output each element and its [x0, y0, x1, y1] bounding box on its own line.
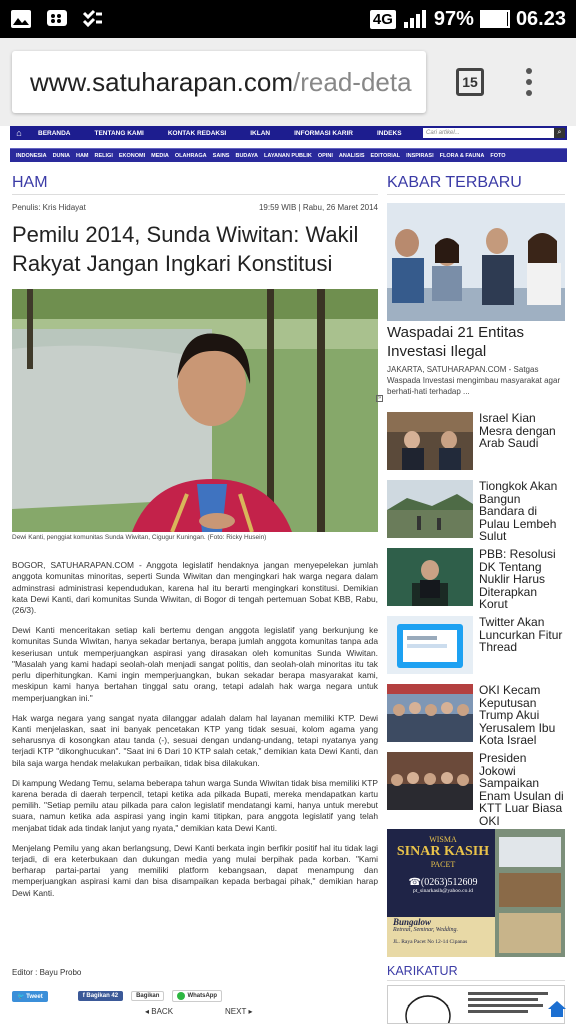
article-headline: Pemilu 2014, Sunda Wiwitan: Wakil Rakyat Jangan Ingkari Konstitusi	[12, 222, 359, 276]
category-media[interactable]: MEDIA	[151, 152, 169, 159]
sidebar-title: KABAR TERBARU	[387, 174, 522, 191]
url-bar[interactable]	[12, 51, 426, 113]
category-layanan-publik[interactable]: LAYANAN PUBLIK	[264, 152, 312, 159]
main-nav	[10, 126, 567, 140]
facebook-share-button[interactable]: f Bagikan 42	[78, 991, 123, 1001]
category-analisis[interactable]: ANALISIS	[338, 152, 365, 159]
signal-icon	[402, 9, 428, 29]
whatsapp-icon	[177, 992, 185, 1000]
article-paragraph: BOGOR, SATUHARAPAN.COM - Anggota legislatif hendaknya jangan menyepelekan jumlah anggota komunitas minoritas, seperti Sunda Wiwitan dan mengingkari hak warga negara dalam adminstrasi administrasi kependudukan, karena hal itu berarti mengingkari konstitusi. Demikian kata Dewi Kanti, dari komunitas Sunda Wiwitan, di Bogor di tengah pertemuan Sobat KBB, Rabu, (26/3).	[12, 560, 378, 616]
list-item[interactable]	[387, 548, 565, 616]
blackberry-messenger-icon	[46, 9, 68, 29]
share-bar	[12, 990, 222, 1002]
category-ham[interactable]: HAM	[75, 152, 89, 159]
category-budaya[interactable]: BUDAYA	[235, 152, 258, 159]
gallery-icon	[10, 9, 32, 29]
facebook-icon: f	[82, 993, 85, 999]
divider	[12, 194, 378, 195]
news-title[interactable]: PBB: Resolusi DK Tentang Nuklir Harus Diterapkan Korut	[479, 547, 556, 611]
list-item[interactable]	[387, 616, 565, 684]
list-item[interactable]	[387, 480, 565, 548]
ad-phone: ☎(0263)512609	[408, 877, 478, 888]
article-paragraph: Menjelang Pemilu yang akan berlangsung, Dewi Kanti berkata ingin berfikir positif hal itu tidak lagi terjadi, di era keterbukaan dan dukungan media yang mulai berpihak pada korban. "Kami berharap partai-partai yang memiliki platform kebangsaan, dapat menampung dan memperjuangkan aspirasi kami dan bisa disampaikan kepada berbagai pihak," demikian harap Dewi Kanti.	[12, 842, 378, 898]
category-editorial[interactable]: EDITORIAL	[370, 152, 401, 159]
whatsapp-share-button[interactable]: WhatsApp	[172, 990, 222, 1002]
overflow-menu-icon[interactable]	[526, 68, 532, 96]
category-foto[interactable]: FOTO	[490, 152, 506, 159]
category-ekonomi[interactable]: EKONOMI	[118, 152, 146, 159]
browser-toolbar	[0, 38, 576, 126]
battery-icon	[480, 10, 510, 28]
tab-switcher-button[interactable]: 15	[456, 68, 484, 96]
list-item[interactable]	[387, 684, 565, 752]
karikatur-title: KARIKATUR	[387, 964, 458, 978]
category-nav	[10, 148, 567, 162]
category-opini[interactable]: OPINI	[317, 152, 333, 159]
status-bar	[0, 0, 576, 38]
nav-item-iklan[interactable]: IKLAN	[250, 129, 271, 137]
news-title[interactable]: Twitter Akan Luncurkan Fitur Thread	[479, 615, 563, 654]
publish-datetime: 19:59 WIB | Rabu, 26 Maret 2014	[258, 203, 378, 212]
ad-line2: SINAR KASIH	[396, 844, 490, 859]
author: Penulis: Kris Hidayat	[12, 203, 86, 212]
feature-thumbnail[interactable]	[387, 203, 565, 321]
next-link[interactable]: NEXT ▸	[225, 1007, 253, 1016]
tweet-button[interactable]: 🐦 Tweet	[12, 991, 48, 1002]
advertisement-banner[interactable]	[387, 829, 565, 957]
feature-title[interactable]: Waspadai 21 Entitas Investasi Ilegal	[387, 324, 525, 360]
nav-item-indeks[interactable]: INDEKS	[376, 129, 402, 137]
news-list	[387, 411, 565, 828]
news-title[interactable]: OKI Kecam Keputusan Trump Akui Yerusalem Ibu Kota Israel	[479, 683, 556, 747]
twitter-icon: 🐦	[17, 993, 25, 1000]
search-input[interactable]	[423, 128, 565, 138]
category-dunia[interactable]: DUNIA	[52, 152, 70, 159]
news-title[interactable]: Presiden Jokowi Sampaikan Enam Usulan di KTT Luar Biasa OKI	[479, 751, 564, 828]
section-title[interactable]: HAM	[12, 174, 48, 191]
news-thumbnail[interactable]	[387, 548, 473, 606]
search-placeholder: Cari artikel...	[426, 130, 460, 136]
ad-address: JL. Raya Pacet No 12-14 Cipanas	[393, 939, 468, 945]
karikatur-image[interactable]	[387, 985, 565, 1024]
article-paragraph: Dewi Kanti menceritakan setiap kali bertemu dengan anggota legislatif yang berkunjung ke komunitas Sunda Wiwitan, hanya sekadar bertanya, berapa jumlah anggota komunitas tanpa ada keseriusan untuk memperjuangkan aspirasi yang dirasakan oleh komunitas Sunda Wiwitan. "Masalah yang kami hadapi seolah-olah menjadi sangat politis, dan seolah-olah minoritas itu tak perlu diperhitungkan. Kami ingin memperjuangkan, bukan sekadar berapa masyarakat kami, meskipun kami hanya bertahan tinggal satu orang, tetapi adalah hak warga negara untuk memperjuangkan ini."	[12, 624, 378, 703]
article-body	[12, 560, 378, 908]
checklist-icon	[82, 9, 104, 29]
category-flora-fauna[interactable]: FLORA & FAUNA	[439, 152, 485, 159]
news-thumbnail[interactable]	[387, 480, 473, 538]
nav-item-tentang-kami[interactable]: TENTANG KAMI	[94, 129, 144, 137]
url-path: /read-deta	[293, 66, 412, 97]
network-type: 4G	[370, 10, 396, 29]
category-religi[interactable]: RELIGI	[94, 152, 113, 159]
clock: 06.23	[515, 7, 566, 30]
category-inspirasi[interactable]: INSPIRASI	[406, 152, 434, 159]
article-meta	[12, 203, 378, 212]
news-thumbnail[interactable]	[387, 684, 473, 742]
home-icon[interactable]: ⌂	[16, 128, 22, 138]
list-item[interactable]	[387, 412, 565, 480]
nav-item-kontak-redaksi[interactable]: KONTAK REDAKSI	[167, 129, 227, 137]
nav-item-informasi-karir[interactable]: INFORMASI KARIR	[294, 129, 353, 137]
news-title[interactable]: Israel Kian Mesra dengan Arab Saudi	[479, 411, 556, 450]
category-sains[interactable]: SAINS	[212, 152, 230, 159]
search-icon[interactable]: ⌕	[554, 128, 565, 138]
news-thumbnail[interactable]	[387, 616, 473, 674]
list-item[interactable]	[387, 751, 565, 828]
battery-percent: 97%	[433, 7, 474, 30]
article-paragraph: Hak warga negara yang sangat nyata dilanggar adalah dalam hal layanan memiliki KTP. Dewi Kanti menjelaskan, saat ini banyak pencetakan KTP yang tidak sesuai, kolom agama yang seharusnya di kosongkan atau tanda (-), sesuai dengan undang-undang, tetapi nyatanya yang terjadi KTP "dikonghucukan". "Saat ini 6 Dari 10 KTP salah cetak," demikian kata Dewi Kanti, dan bila saja warga hendak melakukan perbaikan, tidak bisa dilakukan.	[12, 712, 378, 768]
article-photo	[12, 289, 378, 532]
feature-summary: JAKARTA, SATUHARAPAN.COM - Satgas Waspada Investasi mengimbau masyarakat agar berhati-hati terhadap ...	[387, 365, 561, 396]
ad-tag1: Bungalow	[393, 917, 432, 927]
divider	[387, 194, 565, 195]
photo-caption: Dewi Kanti, penggiat komunitas Sunda Wiwitan, Cigugur Kuningan. (Foto: Ricky Husein)	[12, 534, 267, 541]
editor-credit: Editor : Bayu Probo	[12, 968, 82, 977]
divider	[387, 980, 565, 981]
ad-line3: PACET	[430, 860, 456, 869]
news-thumbnail[interactable]	[387, 412, 473, 470]
back-link[interactable]: ◂ BACK	[145, 1007, 174, 1016]
category-olahraga[interactable]: OLAHRAGA	[174, 152, 207, 159]
nav-item-beranda[interactable]: BERANDA	[38, 129, 71, 137]
share-button[interactable]: Bagikan	[131, 991, 164, 1001]
expand-icon[interactable]: »	[377, 395, 382, 401]
url-host: www.satuharapan.com	[30, 66, 294, 97]
category-indonesia[interactable]: INDONESIA	[16, 152, 47, 159]
ad-tag2: Retreat, Seminar, Wedding.	[393, 927, 459, 933]
article-pager	[145, 1007, 252, 1016]
ad-email: pt_sinarkasih@yahoo.co.id	[412, 888, 474, 894]
home-icon[interactable]	[546, 998, 568, 1020]
article-paragraph: Di kampung Wedang Temu, selama beberapa tahun warga Sunda Wiwitan tidak bisa memiliki KTP karena berada di daerah terpencil, tetapi ketika ada pilkada Bupati, mereka mendapatkan kartu pemilih. "Setiap pemilu atau pilkada para calon legislatif mendatangi kami, hanya untuk merebut suara, namun ketika ada aspirasi yang ingin kami titipkan, para anggota legislatif yang telah menjabat tidak ada tindak lanjut yang nyata," demikian kata Dewi Kanti.	[12, 777, 378, 833]
share-count: 42	[111, 993, 119, 999]
news-thumbnail[interactable]	[387, 752, 473, 810]
ad-line1: WISMA	[429, 835, 457, 844]
news-title[interactable]: Tiongkok Akan Bangun Bandara di Pulau Lembeh Sulut	[479, 479, 558, 543]
